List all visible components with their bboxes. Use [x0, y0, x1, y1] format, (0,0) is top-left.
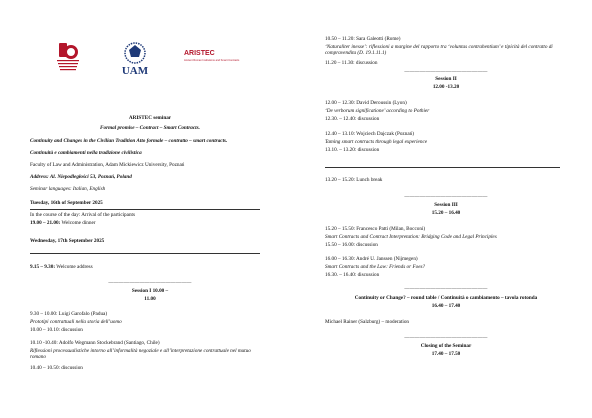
talk6-title: Smart Contracts and Contract Interpretation: Bridging Code and Legal Principles [325, 234, 497, 240]
divider [30, 253, 260, 254]
day1-arrival: In the course of the day: Arrival of the participants [30, 212, 136, 218]
session3-title: Session III [434, 202, 458, 208]
session1-title: Session I 10.00 – [131, 288, 169, 294]
talk6-discussion: 15.50 – 16.00: discussion [325, 242, 378, 248]
roundtable-time: 16.40 – 17.40 [431, 303, 461, 309]
seminar-title: ARISTEC seminar [128, 115, 172, 121]
divider [325, 167, 560, 168]
research-university-icon [56, 43, 80, 73]
talk5-time: 12.40 – 13.10: Wojciech Dajczak (Poznań) [325, 131, 414, 137]
uam-logo [118, 41, 152, 77]
day1-dinner-label: Welcome dinner [61, 220, 96, 226]
session2-divider: ———————————————— [404, 70, 488, 75]
day1-dinner-row [30, 220, 95, 226]
session1-time: 11.00 [144, 296, 156, 302]
day2-heading: Wednesday, 17th September 2025 [30, 238, 105, 244]
talk4-time: 12.00 – 12.30: David Deroussin (Lyon) [325, 100, 407, 106]
session1-divider: ———————————————— [108, 281, 192, 286]
seminar-subtitle: Formal promise – Contract – Smart Contracts. [100, 125, 200, 131]
closing-divider: ———————————————— [404, 336, 488, 341]
theme-english: Continuity and Changes in the Civilian Tradition Atto formale – contratto – smart contracts. [30, 138, 228, 144]
closing-time: 17.40 – 17.50 [431, 351, 461, 357]
aristec-logo-subtitle: Ancient Roman Institutions and Smart Contracts [184, 59, 240, 62]
talk5-title: Taming smart contracts through legal experience [325, 139, 428, 145]
moderator-line: Michael Rainer (Salzburg) – moderation [325, 319, 410, 325]
talk7-time: 16.00 – 16.30: André U. Janssen (Nijmegen) [325, 256, 418, 262]
lunch-break: 13.20 – 15.20: Lunch break [325, 177, 383, 183]
talk3-title: ‘Naturaliter inesse’: riflessioni a margine del rapporto tra ‘voluntas contrahentium’ e tipicità del contratto di compravendita (D. 19.1.11.1) [325, 44, 553, 57]
talk3-discussion: 11.20 – 11.30: discussion [325, 60, 378, 66]
languages-line: Seminar languages: Italian, English [30, 186, 106, 192]
talk1-discussion: 10.00 – 10.10: discussion [30, 327, 83, 333]
aristec-logo [184, 50, 244, 70]
theme-italian: Continuità e cambiamenti nella tradizione civilistica [30, 150, 142, 156]
talk2-title: Riflessioni processualistiche intorno all’informalità negoziale e all’interpretazione contrattuale nel mutuo romano [30, 348, 251, 361]
talk3-time: 10.50 – 11.20: Sara Galeotti (Rome) [325, 36, 401, 42]
day1-heading: Tuesday, 16th of September 2025 [30, 200, 103, 206]
svg-text:UAM: UAM [121, 65, 149, 77]
aristec-logo-title: ARISTEC [184, 50, 215, 57]
session2-time: 12.00 -13.20 [432, 84, 460, 90]
roundtable-divider: ———————————————— [404, 287, 488, 292]
talk1-title: Prototipi contrattuali nella storia dell’uomo [30, 319, 122, 325]
session3-time: 15.20 – 16.40 [431, 210, 461, 216]
closing-title: Closing of the Seminar [420, 343, 472, 349]
research-university-logo [56, 43, 80, 73]
welcome-time: 9.15 – 9.30: [30, 264, 56, 270]
talk6-time: 15.20 – 15.50: Francesco Patti (Milan, Bocconi) [325, 226, 426, 232]
divider [30, 209, 260, 210]
address-line: Address: Al. Niepodległości 53, Poznań, Poland [30, 174, 132, 180]
talk7-discussion: 16.30. – 16.40: discussion [325, 272, 380, 278]
talk2-discussion: 10.40 – 10.50: discussion [30, 365, 83, 371]
welcome-row [30, 264, 93, 270]
talk2-time: 10.10 -10.40: Adolfo Wegmann Stockebrand (Santiago, Chile) [30, 340, 160, 346]
session2-title: Session II [435, 76, 457, 82]
talk1-time: 9.30 – 10.00: Luigi Garofalo (Padua) [30, 311, 108, 317]
roundtable-title: Continuity or Change? – round table / Continuità o cambiamento – tavola rotonda [354, 295, 538, 301]
uam-emblem-icon [118, 41, 152, 77]
talk7-title: Smart Contracts and the Law: Friends or Foes? [325, 264, 426, 270]
welcome-label: Welcome address [56, 264, 93, 270]
talk4-title: ‘De verborum significatione’ according to Pothier [325, 108, 430, 114]
session3-divider: ———————————————— [404, 195, 488, 200]
day1-dinner-time: 19.00 – 21.00: [30, 220, 61, 226]
faculty-line: Faculty of Law and Administration, Adam Mickiewicz University, Poznań [30, 162, 185, 168]
talk4-discussion: 12.30. – 12.40: discussion [325, 116, 380, 122]
talk5-discussion: 13.10. – 13.20: discussion [325, 147, 380, 153]
